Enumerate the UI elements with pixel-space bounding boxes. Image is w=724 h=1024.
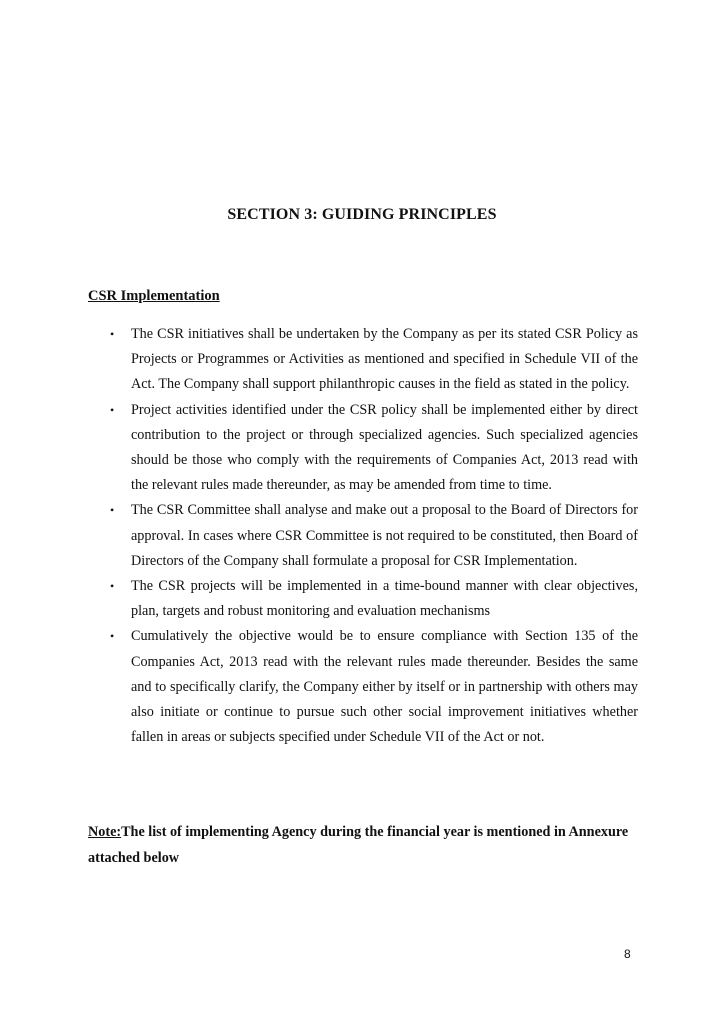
list-item [88, 398, 638, 499]
list-item [88, 322, 638, 398]
list-item [88, 624, 638, 750]
list-item-text: Project activities identified under the CSR policy shall be implemented either by direct contribution to the project or through specialized agencies. Such specialized agencies should be those who comply with the requirements of Companies Act, 2013 read with the relevant rules made thereunder, as may be amended from time to time. [131, 401, 638, 494]
list-item-text: Cumulatively the objective would be to ensure compliance with Section 135 of the Companies Act, 2013 read with the relevant rules made thereunder. Besides the same and to specifically clarify, the Company either by itself or in partnership with others may also initiate or continue to pursue such other social improvement initiatives whether fallen in areas or subjects specified under Schedule VII of the Act or not. [131, 628, 638, 746]
note-paragraph [88, 820, 638, 871]
bullet-icon: • [110, 503, 115, 518]
section-title: SECTION 3: GUIDING PRINCIPLES [227, 206, 497, 223]
bullet-icon: • [110, 402, 115, 417]
sub-heading-csr-implementation: CSR Implementation [88, 288, 220, 304]
page-number: 8 [624, 947, 631, 961]
bullet-icon: • [110, 579, 115, 594]
guiding-principles-list [88, 322, 638, 750]
note-text: The list of implementing Agency during the financial year is mentioned in Annexure attached below [88, 824, 629, 866]
bullet-icon: • [110, 327, 115, 341]
list-item [88, 498, 638, 574]
list-item [88, 574, 638, 624]
note-label: Note: [88, 824, 122, 840]
list-item-text: The CSR initiatives shall be undertaken by the Company as per its stated CSR Policy as Projects or Programmes or Activities as mentioned and specified in Schedule VII of the Act. The Company shall support philanthropic causes in the field as stated in the policy. [131, 326, 638, 393]
list-item-text: The CSR projects will be implemented in a time-bound manner with clear objectives, plan, targets and robust monitoring and evaluation mechanisms [131, 578, 638, 620]
bullet-icon: • [110, 629, 115, 644]
list-item-text: The CSR Committee shall analyse and make out a proposal to the Board of Directors for approval. In cases where CSR Committee is not required to be constituted, then Board of Directors of the Company shall formulate a proposal for CSR Implementation. [131, 502, 638, 569]
